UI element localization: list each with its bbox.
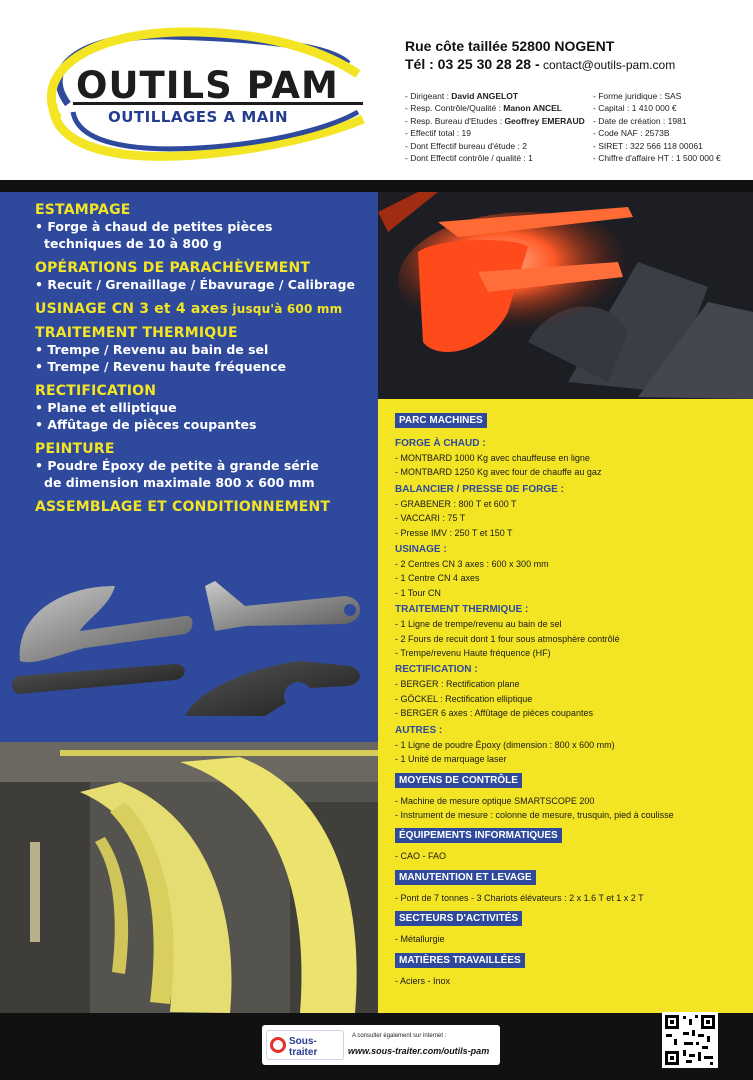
info-row: - SIRET : 322 566 118 00061 xyxy=(593,140,703,151)
section-peinture: PEINTURE • Poudre Époxy de petite à grande série de dimension maximale 800 x 600 mm xyxy=(35,441,370,491)
section-traitement: TRAITEMENT THERMIQUE • Trempe / Revenu au bain de sel • Trempe / Revenu haute fréquence xyxy=(35,325,370,375)
info-row: - Resp. Contrôle/Qualité : Manon ANCEL xyxy=(405,103,562,114)
info-row: - Chiffre d'affaire HT : 1 500 000 € xyxy=(593,153,721,164)
list-item: - BERGER 6 axes : Affûtage de pièces coupantes xyxy=(395,708,593,719)
subsection-title: AUTRES : xyxy=(395,724,443,736)
info-row: - Date de création : 1981 xyxy=(593,115,687,126)
list-item: - 2 Centres CN 3 axes : 600 x 300 mm xyxy=(395,559,549,570)
list-item: - 1 Ligne de poudre Époxy (dimension : 800 x 600 mm) xyxy=(395,739,615,750)
top-band xyxy=(0,180,753,192)
info-row: - Code NAF : 2573B xyxy=(593,128,670,139)
info-row: - Forme juridique : SAS xyxy=(593,91,682,101)
logo-title: OUTILS PAM xyxy=(76,64,339,107)
section-title: RECTIFICATION xyxy=(35,383,157,399)
section-title: OPÉRATIONS DE PARACHÈVEMENT xyxy=(35,260,311,276)
company-address: Rue côte taillée 52800 NOGENT xyxy=(405,38,615,54)
logo-subtitle: OUTILLAGES A MAIN xyxy=(108,108,289,126)
section-title: ASSEMBLAGE ET CONDITIONNEMENT xyxy=(35,499,331,515)
forged-parts-image xyxy=(0,576,378,741)
section-assemblage xyxy=(35,499,370,515)
info-row: - Dont Effectif contrôle / qualité : 1 xyxy=(405,153,533,164)
list-item: - MONTBARD 1250 Kg avec four de chauffe au gaz xyxy=(395,467,602,478)
list-item: - Machine de mesure optique SMARTSCOPE 200 xyxy=(395,795,595,806)
section-tag: MANUTENTION ET LEVAGE xyxy=(395,870,536,885)
list-item: - VACCARI : 75 T xyxy=(395,513,466,524)
info-row: - Dirigeant : David ANGELOT xyxy=(405,91,519,101)
section-tag: PARC MACHINES xyxy=(395,413,487,428)
list-item: - GRABENER : 800 T et 600 T xyxy=(395,498,517,509)
subsection-title: BALANCIER / PRESSE DE FORGE : xyxy=(395,483,564,495)
section-estampage: ESTAMPAGE • Forge à chaud de petites pièces techniques de 10 à 800 g xyxy=(35,202,370,252)
list-item: - Presse IMV : 250 T et 150 T xyxy=(395,527,513,538)
subsection-title: RECTIFICATION : xyxy=(395,664,478,676)
logo-ring-icon xyxy=(270,1037,286,1053)
list-item: - 1 Centre CN 4 axes xyxy=(395,573,480,584)
section-title: PEINTURE xyxy=(35,441,115,457)
hot-forging-photo xyxy=(378,192,753,399)
section-title: USINAGE CN 3 et 4 axes jusqu'à 600 mm xyxy=(35,301,343,317)
list-item: - 1 Unité de marquage laser xyxy=(395,754,507,765)
list-item: - 2 Fours de recuit dont 1 four sous atmosphère contrôlé xyxy=(395,633,620,644)
section-tag: ÉQUIPEMENTS INFORMATIQUES xyxy=(395,828,562,843)
list-item: - 1 Ligne de trempe/revenu au bain de sel xyxy=(395,619,562,630)
section-usinage xyxy=(35,301,370,317)
list-item: - Trempe/revenu Haute fréquence (HF) xyxy=(395,648,551,659)
sous-traiter-logo: Sous-traiter xyxy=(266,1030,344,1060)
email-link[interactable]: contact@outils-pam.com xyxy=(539,58,676,72)
list-item: - GÖCKEL : Rectification elliptique xyxy=(395,693,533,704)
section-tag: SECTEURS D'ACTIVITÉS xyxy=(395,911,522,926)
info-row: - Dont Effectif bureau d'étude : 2 xyxy=(405,140,527,151)
info-row: - Effectif total : 19 xyxy=(405,128,471,139)
paint-line-photo xyxy=(0,742,378,1013)
section-title: ESTAMPAGE xyxy=(35,202,131,218)
list-item: - Pont de 7 tonnes - 3 Chariots élévateurs : 2 x 1.6 T et 1 x 2 T xyxy=(395,892,644,903)
info-row: - Resp. Bureau d'Etudes : Geoffrey EMERAUD xyxy=(405,115,585,126)
phone-number: Tél : 03 25 30 28 28 - xyxy=(405,56,540,72)
list-item: - 1 Tour CN xyxy=(395,587,441,598)
company-info-right xyxy=(593,90,721,164)
subsection-title: USINAGE : xyxy=(395,544,447,556)
list-item: - Aciers - Inox xyxy=(395,975,451,986)
company-info-left xyxy=(405,90,585,164)
list-item: - Métallurgie xyxy=(395,934,445,945)
machines-panel xyxy=(378,399,753,1013)
section-tag: MOYENS DE CONTRÔLE xyxy=(395,773,522,788)
section-rectification: RECTIFICATION • Plane et elliptique • Affûtage de pièces coupantes xyxy=(35,383,370,433)
qr-code-icon[interactable] xyxy=(662,1012,718,1068)
list-item: - BERGER : Rectification plane xyxy=(395,679,520,690)
sous-traiter-banner[interactable] xyxy=(262,1025,500,1065)
subsection-title: FORGE À CHAUD : xyxy=(395,438,486,449)
section-title: TRAITEMENT THERMIQUE xyxy=(35,325,238,341)
footer-note: A consulter également sur internet : xyxy=(352,1033,447,1039)
info-row: - Capital : 1 410 000 € xyxy=(593,103,677,114)
header xyxy=(0,0,753,180)
section-operations: OPÉRATIONS DE PARACHÈVEMENT • Recuit / Grenaillage / Ébavurage / Calibrage xyxy=(35,260,370,293)
list-item: - CAO - FAO xyxy=(395,851,447,862)
list-item: - Instrument de mesure : colonne de mesure, trusquin, pied à coulisse xyxy=(395,809,674,820)
services-panel xyxy=(0,192,378,742)
footer-url[interactable]: www.sous-traiter.com/outils-pam xyxy=(348,1046,490,1056)
subsection-title: TRAITEMENT THERMIQUE : xyxy=(395,604,529,616)
contact-line xyxy=(405,56,675,72)
list-item: - MONTBARD 1000 Kg avec chauffeuse en ligne xyxy=(395,453,590,463)
section-tag: MATIÈRES TRAVAILLÉES xyxy=(395,953,525,968)
company-logo xyxy=(28,24,378,164)
footer xyxy=(0,1013,753,1080)
